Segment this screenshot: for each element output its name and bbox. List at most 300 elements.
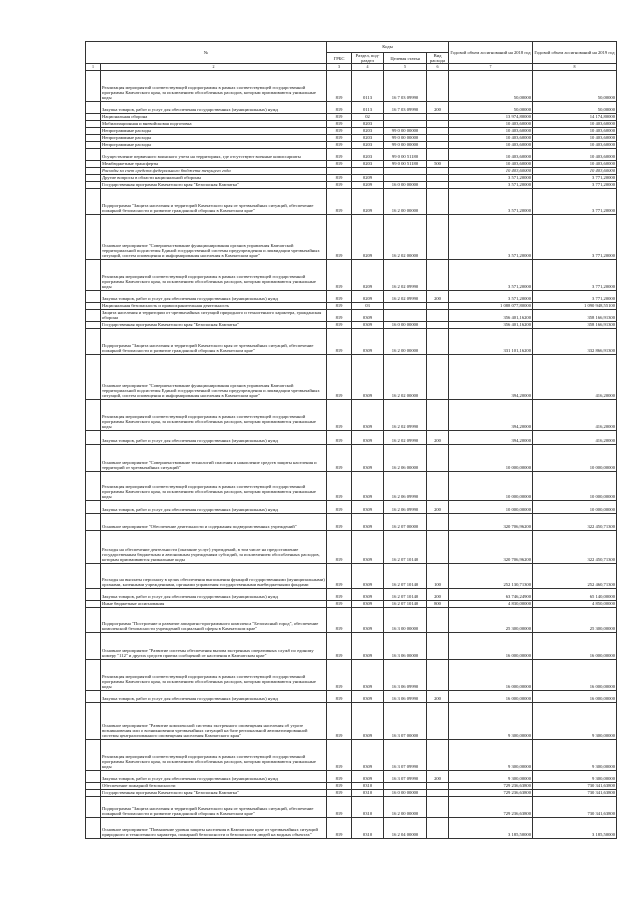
budget-table [85,41,617,839]
row-number-cell [86,471,101,500]
grbs-cell: 819 [327,188,352,214]
section-cell: 0309 [352,690,384,702]
target-article-cell: 16 3 07 09990 [384,739,427,770]
header-expense-type: Вид расхода [427,53,449,64]
row-name-cell: Обеспечение пожарной безопасности [101,782,327,789]
table-row [86,328,617,354]
row-number-cell [86,174,101,181]
expense-type-cell [427,134,449,141]
header-grbs: ГРБС [327,53,352,64]
row-number-cell [86,188,101,214]
amount-2018-cell: 356 401,16200 [449,321,533,328]
section-cell: 0309 [352,632,384,659]
amount-2018-cell: 4 830,00000 [449,600,533,607]
target-article-cell [384,113,427,120]
amount-2019-cell: 416,20000 [533,399,617,430]
expense-type-cell [427,739,449,770]
amount-2019-cell: 322 450,71300 [533,530,617,563]
amount-2018-cell: 10 403,60000 [449,167,533,174]
table-row [86,290,617,302]
target-article-cell: 16 2 06 09990 [384,500,427,513]
row-name-cell: Закупка товаров, работ и услуг для обеспечения государственных (муниципальных) нужд [101,690,327,702]
row-number-cell [86,181,101,188]
row-number-cell [86,600,101,607]
grbs-cell: 819 [327,513,352,530]
amount-2019-cell: 25 300,00000 [533,607,617,632]
row-name-cell: Подпрограмма "Построение и развитие аппаратно-программного комплекса "Безопасный город", обеспечение комплексной безопасности учреждений социальной сферы в Камчатском крае" [101,607,327,632]
row-number-cell [86,120,101,127]
amount-2018-cell: 394,20000 [449,399,533,430]
row-number-cell [86,290,101,302]
table-row [86,101,617,113]
amount-2018-cell: 16 000,00000 [449,659,533,690]
expense-type-cell: 200 [427,430,449,444]
target-article-cell: 16 3 07 00000 [384,702,427,739]
table-row [86,471,617,500]
expense-type-cell [427,113,449,120]
target-article-cell: 99 0 00 51180 [384,160,427,167]
grbs-cell: 819 [327,690,352,702]
row-number-cell [86,113,101,120]
section-cell: 0309 [352,588,384,600]
row-name-cell: Закупка товаров, работ и услуг для обеспечения государственных (муниципальных) нужд [101,290,327,302]
amount-2019-cell: 1 090 948,55100 [533,302,617,309]
row-number-cell [86,430,101,444]
row-number-cell [86,500,101,513]
amount-2018-cell: 10 000,00000 [449,471,533,500]
target-article-cell: 99 0 00 51180 [384,148,427,160]
amount-2019-cell: 9 300,00000 [533,739,617,770]
table-row [86,530,617,563]
row-name-cell: Подпрограмма "Защита населения и территорий Камчатского края от чрезвычайных ситуаций, обеспечение пожарной безопасности и развитие гражданской обороны в Камчатском крае" [101,188,327,214]
amount-2018-cell: 394,20000 [449,354,533,399]
expense-type-cell [427,70,449,101]
row-name-cell: Основное мероприятие "Совершенствование технологий спасения и накопление средств защиты населения и территорий от чрезвычайных ситуаций" [101,444,327,471]
row-number-cell [86,444,101,471]
section-cell: 0309 [352,430,384,444]
grbs-cell: 819 [327,782,352,789]
row-number-cell [86,563,101,588]
section-cell: 0209 [352,259,384,290]
grbs-cell: 819 [327,214,352,259]
table-body [86,70,617,838]
amount-2018-cell: 16 000,00000 [449,690,533,702]
target-article-cell [384,120,427,127]
row-name-cell: Расходы за счет средств федерального бюджета текущего года [101,167,327,174]
amount-2019-cell: 10 403,60000 [533,141,617,148]
amount-2018-cell: 10 403,60000 [449,127,533,134]
amount-2019-cell: 358 166,91300 [533,321,617,328]
amount-2019-cell: 16 000,00000 [533,632,617,659]
table-row [86,659,617,690]
target-article-cell: 16 3 00 00000 [384,607,427,632]
section-cell: 0309 [352,563,384,588]
row-name-cell: Иные бюджетные ассигнования [101,600,327,607]
amount-2019-cell: 730 341,63800 [533,782,617,789]
grbs-cell: 819 [327,328,352,354]
amount-2018-cell: 9 300,00000 [449,770,533,782]
amount-2018-cell: 3 571,20000 [449,174,533,181]
amount-2019-cell: 10 403,60000 [533,160,617,167]
grbs-cell: 819 [327,563,352,588]
section-cell: 0309 [352,770,384,782]
amount-2018-cell: 3 571,20000 [449,259,533,290]
row-number-cell [86,328,101,354]
row-name-cell: Реализация мероприятий соответствующей подпрограммы в рамках соответствующей государственной программы Камчатского края, за исключением обособленных расходов, которым присваиваются уникальные коды [101,471,327,500]
target-article-cell: 16 2 07 10140 [384,563,427,588]
amount-2018-cell: 3 571,20000 [449,181,533,188]
target-article-cell: 16 0 00 00000 [384,181,427,188]
section-cell: 0113 [352,101,384,113]
amount-2019-cell: 730 341,63800 [533,789,617,796]
row-name-cell: Расходы на обеспечение деятельности (оказание услуг) учреждений, в том числе на предоставление государственным бюджетным и автономным учреждениям субсидий, за исключением обособленных расходов, которым присваиваются уникальные коды [101,530,327,563]
section-cell: 03 [352,302,384,309]
row-name-cell: Защита населения и территории от чрезвычайных ситуаций природного и техногенного характера, гражданская оборона [101,309,327,321]
row-name-cell: Основное мероприятие "Развитие комплексной системы экстренного оповещения населения об угрозе возникновения или о возникновении чрезвычайных ситуаций на базе региональной автоматизированной системы централизованного оповещения населения Камчатского края" [101,702,327,739]
grbs-cell: 819 [327,101,352,113]
row-name-cell: Расходы на выплаты персоналу в целях обеспечения выполнения функций государственными (муниципальными) органами, казенными учреждениями, органами управления государственными внебюджетными фондами [101,563,327,588]
row-number-cell [86,302,101,309]
amount-2018-cell: 320 706,96200 [449,513,533,530]
section-cell: 0310 [352,782,384,789]
section-cell: 0209 [352,214,384,259]
expense-type-cell [427,259,449,290]
amount-2018-cell: 729 236,63800 [449,796,533,817]
table-row [86,600,617,607]
table-row [86,70,617,101]
target-article-cell [384,174,427,181]
expense-type-cell [427,702,449,739]
target-article-cell: 16 0 00 00000 [384,789,427,796]
target-article-cell [384,782,427,789]
amount-2018-cell: 252 130,71300 [449,563,533,588]
table-row [86,321,617,328]
section-cell: 0203 [352,141,384,148]
grbs-cell [327,167,352,174]
amount-2019-cell: 3 771,20000 [533,214,617,259]
table-row [86,444,617,471]
expense-type-cell: 100 [427,563,449,588]
row-number-cell [86,101,101,113]
amount-2019-cell: 10 403,60000 [533,148,617,160]
target-article-cell: 16 3 06 09990 [384,690,427,702]
grbs-cell: 819 [327,471,352,500]
target-article-cell: 16 2 02 09990 [384,259,427,290]
table-row [86,259,617,290]
row-name-cell: Закупка товаров, работ и услуг для обеспечения государственных (муниципальных) нужд [101,500,327,513]
amount-2019-cell: 9 300,00000 [533,770,617,782]
row-name-cell: Закупка товаров, работ и услуг для обеспечения государственных (муниципальных) нужд [101,430,327,444]
section-cell: 0203 [352,160,384,167]
grbs-cell: 819 [327,702,352,739]
row-name-cell: Закупка товаров, работ и услуг для обеспечения государственных (муниципальных) нужд [101,770,327,782]
target-article-cell: 16 2 04 00000 [384,817,427,838]
amount-2018-cell: 10 403,60000 [449,141,533,148]
amount-2019-cell: 3 771,20000 [533,259,617,290]
header-sum-2019: Годовой объем ассигнований на 2019 год [533,42,617,64]
amount-2019-cell: 10 403,60000 [533,120,617,127]
table-row [86,739,617,770]
section-cell: 0309 [352,500,384,513]
target-article-cell: 16 2 00 00000 [384,328,427,354]
grbs-cell: 819 [327,500,352,513]
target-article-cell: 16 3 07 09990 [384,770,427,782]
row-number-cell [86,148,101,160]
row-number-cell [86,141,101,148]
header-sum-2018: Годовой объем ассигнований на 2018 год [449,42,533,64]
expense-type-cell [427,174,449,181]
grbs-cell: 819 [327,770,352,782]
target-article-cell: 16 2 06 09990 [384,471,427,500]
table-row [86,513,617,530]
grbs-cell: 819 [327,127,352,134]
amount-2018-cell: 16 000,00000 [449,632,533,659]
grbs-cell: 819 [327,817,352,838]
expense-type-cell: 200 [427,101,449,113]
amount-2019-cell: 3 771,20000 [533,188,617,214]
amount-2018-cell: 10 403,60000 [449,148,533,160]
grbs-cell: 819 [327,430,352,444]
grbs-cell: 819 [327,113,352,120]
grbs-cell: 819 [327,530,352,563]
target-article-cell: 16 2 02 00000 [384,214,427,259]
header-row [86,42,617,53]
amount-2018-cell: 9 300,00000 [449,739,533,770]
section-cell: 0310 [352,796,384,817]
section-cell: 02 [352,113,384,120]
amount-2019-cell: 3 771,20000 [533,181,617,188]
expense-type-cell: 200 [427,500,449,513]
grbs-cell: 819 [327,399,352,430]
amount-2018-cell: 50,00000 [449,70,533,101]
expense-type-cell: 200 [427,690,449,702]
table-row [86,817,617,838]
section-cell: 0309 [352,600,384,607]
amount-2019-cell: 16 000,00000 [533,659,617,690]
expense-type-cell: 200 [427,588,449,600]
amount-2018-cell: 10 403,60000 [449,160,533,167]
table-row [86,500,617,513]
row-name-cell: Реализация мероприятий соответствующей подпрограммы в рамках соответствующей государственной программы Камчатского края, за исключением обособленных расходов, которым присваиваются уникальные коды [101,70,327,101]
target-article-cell [384,167,427,174]
header-index: 8 [533,64,617,70]
header-razdel: Раздел, под-раздел [352,53,384,64]
amount-2019-cell: 14 174,80000 [533,113,617,120]
amount-2018-cell: 63 746,24900 [449,588,533,600]
row-name-cell: Подпрограмма "Защита населения и территорий Камчатского края от чрезвычайных ситуаций, обеспечение пожарной безопасности и развитие гражданской обороны в Камчатском крае" [101,796,327,817]
section-cell: 0309 [352,399,384,430]
table-row [86,563,617,588]
grbs-cell: 819 [327,181,352,188]
grbs-cell: 819 [327,302,352,309]
row-number-cell [86,782,101,789]
row-name-cell: Реализация мероприятий соответствующей подпрограммы в рамках соответствующей государственной программы Камчатского края, за исключением обособленных расходов, которым присваиваются уникальные коды [101,399,327,430]
table-row [86,120,617,127]
grbs-cell: 819 [327,354,352,399]
section-cell: 0309 [352,321,384,328]
table-row [86,148,617,160]
expense-type-cell [427,513,449,530]
grbs-cell: 819 [327,148,352,160]
expense-type-cell: 500 [427,160,449,167]
target-article-cell: 16 3 06 00000 [384,632,427,659]
target-article-cell: 16 2 00 00000 [384,188,427,214]
header-index: 4 [352,64,384,70]
expense-type-cell [427,214,449,259]
grbs-cell: 819 [327,70,352,101]
grbs-cell: 819 [327,444,352,471]
section-cell: 0309 [352,659,384,690]
section-cell [352,167,384,174]
grbs-cell: 819 [327,141,352,148]
row-number-cell [86,321,101,328]
expense-type-cell [427,354,449,399]
table-row [86,399,617,430]
row-number-cell [86,789,101,796]
grbs-cell: 819 [327,607,352,632]
amount-2018-cell: 1 088 077,80000 [449,302,533,309]
row-name-cell: Осуществление первичного воинского учета на территориях, где отсутствуют военные комиссариаты [101,148,327,160]
target-article-cell: 16 7 03 09990 [384,70,427,101]
amount-2019-cell: 322 450,71300 [533,513,617,530]
target-article-cell: 16 2 06 00000 [384,444,427,471]
expense-type-cell [427,796,449,817]
row-name-cell: Мобилизационная и вневойсковая подготовка [101,120,327,127]
section-cell: 0309 [352,739,384,770]
table-row [86,188,617,214]
table-row [86,789,617,796]
expense-type-cell [427,789,449,796]
amount-2019-cell: 4 850,00000 [533,600,617,607]
grbs-cell: 819 [327,789,352,796]
row-name-cell: Основное мероприятие "Совершенствование функционирования органов управления Камчатской территориальной подсистемы Единой государственной системы предупреждения и ликвидации чрезвычайных ситуаций, систем оповещения и информирования населения в Камчатском крае" [101,354,327,399]
target-article-cell [384,302,427,309]
table-row [86,181,617,188]
header-number: № [86,42,327,64]
amount-2019-cell: 416,20000 [533,354,617,399]
row-number-cell [86,659,101,690]
row-number-cell [86,588,101,600]
expense-type-cell [427,181,449,188]
target-article-cell: 16 2 02 09990 [384,399,427,430]
amount-2018-cell: 10 403,60000 [449,134,533,141]
amount-2018-cell: 3 571,20000 [449,290,533,302]
section-cell: 0209 [352,188,384,214]
header-index: 7 [449,64,533,70]
amount-2018-cell: 729 236,63800 [449,782,533,789]
amount-2018-cell: 10 403,60000 [449,120,533,127]
amount-2019-cell: 252 460,71300 [533,563,617,588]
section-cell: 0310 [352,789,384,796]
amount-2019-cell: 50,00000 [533,70,617,101]
expense-type-cell: 800 [427,600,449,607]
amount-2018-cell: 3 571,20000 [449,188,533,214]
expense-type-cell [427,302,449,309]
table-row [86,141,617,148]
row-number-cell [86,309,101,321]
target-article-cell: 16 2 07 10140 [384,588,427,600]
expense-type-cell [427,167,449,174]
row-name-cell: Подпрограмма "Защита населения и территорий Камчатского края от чрезвычайных ситуаций, обеспечение пожарной безопасности и развитие гражданской обороны в Камчатском крае" [101,328,327,354]
section-cell: 0309 [352,309,384,321]
amount-2018-cell: 394,20000 [449,430,533,444]
amount-2019-cell: 10 000,00000 [533,471,617,500]
header-index: 5 [384,64,427,70]
row-name-cell: Государственная программа Камчатского края "Безопасная Камчатка" [101,789,327,796]
table-row [86,160,617,167]
grbs-cell: 819 [327,632,352,659]
row-name-cell: Непрограммные расходы [101,141,327,148]
section-cell: 0309 [352,328,384,354]
row-number-cell [86,739,101,770]
table-row [86,134,617,141]
grbs-cell: 819 [327,174,352,181]
section-cell: 0309 [352,513,384,530]
amount-2018-cell: 3 185,50000 [449,817,533,838]
row-name-cell: Основное мероприятие "Совершенствование функционирования органов управления Камчатской территориальной подсистемы Единой государственной системы предупреждения и ликвидации чрезвычайных ситуаций, систем оповещения и информирования населения в Камчатском крае" [101,214,327,259]
row-number-cell [86,607,101,632]
expense-type-cell [427,632,449,659]
target-article-cell: 99 0 00 00000 [384,127,427,134]
amount-2018-cell: 10 000,00000 [449,500,533,513]
grbs-cell: 819 [327,796,352,817]
row-number-cell [86,214,101,259]
target-article-cell: 99 0 00 00000 [384,134,427,141]
expense-type-cell [427,444,449,471]
amount-2018-cell: 25 300,00000 [449,607,533,632]
target-article-cell: 16 2 07 00000 [384,513,427,530]
target-article-cell: 16 7 03 09990 [384,101,427,113]
row-number-cell [86,127,101,134]
table-row [86,354,617,399]
expense-type-cell [427,309,449,321]
header-index: 2 [101,64,327,70]
target-article-cell: 16 2 02 00000 [384,354,427,399]
amount-2019-cell: 3 771,20000 [533,290,617,302]
table-row [86,607,617,632]
expense-type-cell [427,659,449,690]
expense-type-cell [427,188,449,214]
row-name-cell: Основное мероприятие "Развитие системы обеспечения вызова экстренных оперативных служб по единому номеру "112" и других средств приема сообщений от населения в Камчатском крае" [101,632,327,659]
amount-2019-cell: 416,20000 [533,430,617,444]
expense-type-cell [427,530,449,563]
amount-2019-cell: 10 000,00000 [533,444,617,471]
header-index: 6 [427,64,449,70]
header-index: 3 [327,64,352,70]
amount-2018-cell: 356 401,16200 [449,309,533,321]
amount-2018-cell: 50,00000 [449,101,533,113]
table-row [86,113,617,120]
target-article-cell: 16 0 00 00000 [384,321,427,328]
expense-type-cell [427,817,449,838]
table-row [86,690,617,702]
row-name-cell: Государственная программа Камчатского края "Безопасная Камчатка" [101,181,327,188]
amount-2018-cell: 3 571,20000 [449,214,533,259]
target-article-cell: 16 3 06 09990 [384,659,427,690]
table-row [86,214,617,259]
section-cell: 0203 [352,148,384,160]
table-row [86,167,617,174]
row-name-cell: Реализация мероприятий соответствующей подпрограммы в рамках соответствующей государственной программы Камчатского края, за исключением обособленных расходов, которым присваиваются уникальные коды [101,659,327,690]
row-name-cell: Национальная оборона [101,113,327,120]
section-cell: 0309 [352,354,384,399]
expense-type-cell [427,141,449,148]
amount-2019-cell: 332 866,91300 [533,328,617,354]
expense-type-cell [427,399,449,430]
target-article-cell: 16 2 00 00000 [384,796,427,817]
amount-2019-cell: 50,00000 [533,101,617,113]
target-article-cell: 99 0 00 00000 [384,141,427,148]
